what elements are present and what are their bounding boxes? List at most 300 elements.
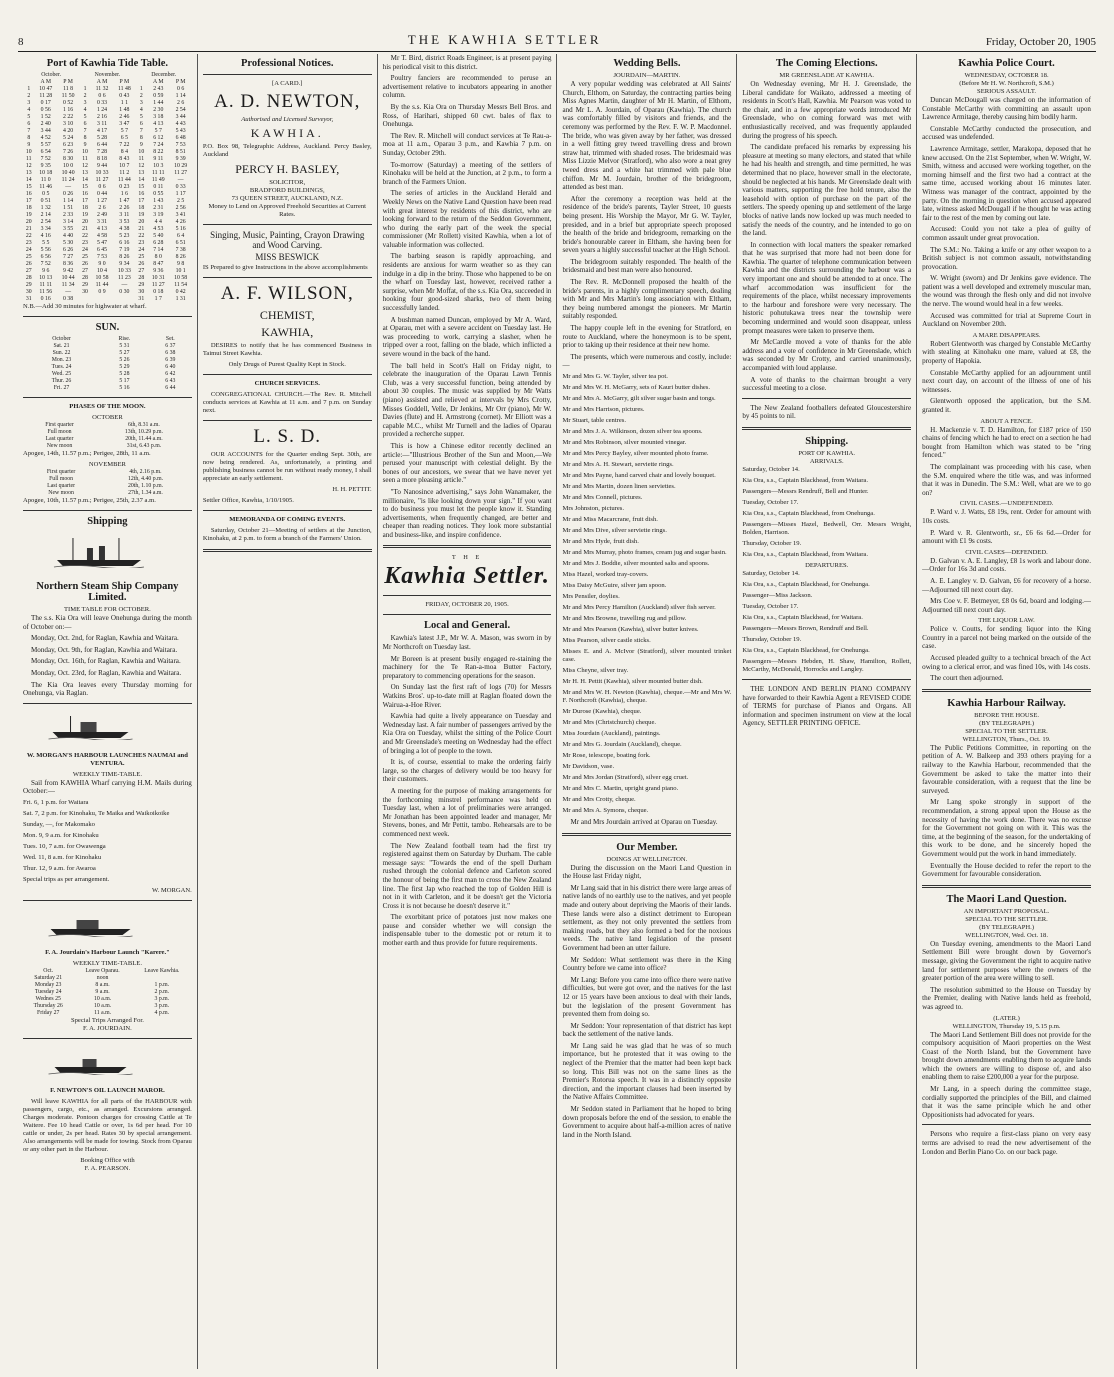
tide-row-cell: 4 38	[119, 226, 130, 232]
tide-row-cell: 13	[82, 170, 88, 176]
morgan-title: W. MORGAN'S HARBOUR LAUNCHES NAUMAI and VENTURA.	[26, 751, 188, 767]
moon-row-cell: 27th, 1.34 a.m.	[128, 490, 163, 496]
newspaper-logo: Kawhia Settler.	[384, 563, 550, 590]
moon-oct-title: OCTOBER	[92, 414, 123, 421]
tide-row-cell: 2 54	[175, 107, 186, 113]
column-1	[18, 54, 198, 1369]
tide-row-cell: 0 23	[119, 184, 130, 190]
tide-row-cell: 27	[82, 268, 88, 274]
tide-row-cell: 10 7	[119, 163, 130, 169]
tide-row-cell: 0 44	[96, 191, 108, 197]
paragraph: Mr T. Bird, district Roads Engineer, is at present paying his periodical visit to this district.	[382, 54, 552, 71]
tide-row-cell: 1 48	[119, 107, 130, 113]
tide-row	[23, 219, 192, 226]
tide-sub: A M	[96, 79, 108, 85]
moon-oct-table	[23, 422, 192, 450]
tide-row-cell: 7 19	[119, 247, 130, 253]
moon-row-cell: 20th, 1.10 p.m.	[127, 483, 164, 489]
jourdain-row-cell: Saturday 21	[34, 974, 63, 981]
tide-row-cell: 24	[25, 247, 32, 253]
morgan-text: Thur. 12, 9 a.m. for Awaroa	[23, 864, 96, 872]
prof-title: Professional Notices.	[240, 58, 334, 69]
subhead: CIVIL CASES.—UNDEFENDED.	[959, 500, 1054, 508]
tide-row-cell: 2 46	[119, 114, 130, 120]
paragraph: The bridegroom suitably responded. The health of the bridesmaid and best man were also honoured.	[562, 257, 732, 275]
tide-row-cell	[113, 296, 135, 303]
tide-row-cell: 3 47	[119, 121, 130, 127]
beswick-text: IS Prepared to give Instructions in the above accomplishments	[202, 264, 368, 271]
tide-title: Port of Kawhia Tide Table.	[46, 58, 169, 69]
tide-row-cell: 21	[138, 226, 145, 232]
paragraph: Mrs Coe v. F. Betmeyer, £8 0s 6d, board and lodging.—Adjourned till next court day.	[922, 597, 1091, 614]
sun-row-cell: 6 42	[165, 371, 176, 377]
tide-row-cell: 9	[83, 142, 87, 148]
tide-row-cell: 11 44	[117, 177, 131, 183]
sun-row-cell: 6 43	[165, 378, 176, 384]
paragraph: Lawrence Armitage, settler, Marakopa, deposed that he knew accused. On the 21st September, when W. Wright, W. Smith, witness and accused were working together, on the morning himself and the first two had a contract at the same time, accused working about 16 minutes later. Witness was manager of the contract, appointed by the party. On the morning in question when accused appeared late, witness asked McDougall if he thought he was acting fair to the rest of the men by coming out late.	[922, 144, 1091, 222]
moon-row	[23, 422, 192, 429]
railway-date: WELLINGTON, Thurs., Oct. 19.	[962, 735, 1051, 743]
jourdain-title: F. A. Jourdain's Harbour Launch "Karere."	[45, 948, 170, 956]
tide-row	[23, 261, 192, 268]
tide-row-cell: 5 30	[63, 240, 74, 246]
jourdain-row-cell: 10 a.m.	[93, 1002, 112, 1009]
column-6	[917, 54, 1096, 1369]
tide-row	[23, 198, 192, 205]
tide-row-cell: 16	[138, 191, 145, 197]
tide-row-cell: 0 51	[40, 198, 51, 204]
tide-row-cell: 14	[25, 177, 32, 183]
moon-row-cell: First quarter	[45, 422, 74, 428]
moon-row-cell: 6th, 8.31 a.m.	[127, 422, 160, 428]
tide-row-cell: 2 26	[119, 205, 130, 211]
tide-row-cell: 11	[138, 156, 145, 162]
tide-row-cell: 11 27	[151, 282, 165, 288]
moon-row-cell: 31st, 6.43 p.m.	[126, 443, 162, 449]
tide-row-cell: 6 12	[153, 135, 164, 141]
basley-addr: 73 QUEEN STREET, AUCKLAND, N.Z.	[231, 195, 343, 202]
tide-row-cell: 0 56	[40, 107, 51, 113]
gift-item: Mr and Mrs Hyde, fruit dish.	[562, 538, 639, 545]
wilson-drugs: Only Drugs of Purest Quality Kept in Stock.	[228, 361, 346, 368]
moon-row-cell: Full moon	[49, 476, 74, 482]
tide-row-cell: 10 58	[95, 275, 109, 281]
tide-row-cell: 7 28	[96, 149, 108, 155]
tide-row-cell: 6 26	[63, 247, 74, 253]
tide-row-cell: 23	[82, 240, 88, 246]
nss-text: Monday, Oct. 2nd, for Raglan, Kawhia and Waitara.	[31, 634, 179, 643]
moon-row	[23, 469, 192, 476]
launch-illustration	[23, 1047, 158, 1075]
tide-row-cell: 3	[27, 100, 31, 106]
gift-item: Mr and Mrs C. Martin, upright grand piano.	[562, 785, 679, 792]
tide-row-cell: 3 18	[153, 114, 164, 120]
sun-row	[23, 371, 192, 378]
tide-row-cell: 5 57	[40, 142, 51, 148]
paragraph: Glentworth opposed the application, but the S.M. granted it.	[922, 397, 1091, 414]
tide-row-cell: 23	[138, 240, 145, 246]
paragraph: Kawhia had quite a lively appearance on Tuesday and Wednesday last. A fair number of passengers arrived by the Kia Ora on Tuesday, whilst the sitting of the Police Court and Mr Greenslade's meeting on Wednesday had the effect of bringing a lot of people to the town.	[382, 712, 552, 755]
gift-item: Mr and Mrs A. H. Stewart, serviette rings.	[562, 461, 674, 468]
tide-row	[23, 156, 192, 163]
paragraph: The New Zealand footballers defeated Gloucestershire by 45 points to nil.	[742, 403, 912, 421]
tide-row-cell: 11 27	[95, 177, 109, 183]
moon-nov-title: NOVEMBER	[88, 461, 126, 468]
sun-row-cell: 5 17	[119, 378, 130, 384]
tide-row-cell: 7 53	[175, 142, 186, 148]
tide-row-cell: 11	[82, 156, 88, 162]
paragraph: Robert Glentworth was charged by Constable McCarthy with stealing at Kinohaku one mare, valued at £8, the property of Hapokia.	[922, 339, 1091, 366]
paragraph: Mr Seddon stated in Parliament that he hoped to bring down proposals before the end of the session, to enable the Government to acquire about half-a-million acres of native land in the North Island.	[562, 1105, 732, 1139]
tide-row-cell: 0 30	[119, 289, 130, 295]
moon-row-cell: Last quarter	[47, 483, 75, 489]
tide-row-cell: 11 28	[39, 93, 53, 99]
sun-head: Set.	[165, 336, 175, 342]
wilson-name: A. F. WILSON,	[220, 283, 354, 304]
maori-spec: SPECIAL TO THE SETTLER.	[965, 915, 1048, 923]
tide-row-cell: 11 48	[117, 86, 131, 92]
gift-item: Mr and Mrs J. Boddie, silver mounted salts and spoons.	[562, 560, 710, 567]
tide-row-cell: 10 58	[174, 275, 188, 281]
paragraph: Mr Lang said he was glad that he was of so much importance, but he protested that it was owing to the neglect of the Premier that the matter had been kept back so long. This Bill was not on the same lines as the Premier's Rotorua speech. It was in a distinctly opposite direction, and the important clauses had been inserted by the Native Affairs Committee.	[562, 1041, 732, 1102]
tide-row-cell: 5 56	[40, 247, 51, 253]
issue-date: Friday, October 20, 1905	[985, 36, 1096, 48]
tide-row-cell: 13	[25, 170, 32, 176]
morgan-sign: W. MORGAN.	[151, 886, 192, 894]
piano-notice: THE LONDON AND BERLIN PIANO COMPANY have forwarded to their Kawhia Agent a REVISED CODE of TERMS for purchase of Pianos and Organs. All information and specimen instrument on view at the local Agency, SETTLER PRINTING OFFICE.	[742, 684, 912, 728]
tide-row-cell: 11 32	[95, 86, 109, 92]
tide-row-cell: 1 17	[175, 191, 186, 197]
tide-row-cell: 1 14	[63, 198, 74, 204]
maori-sub: AN IMPORTANT PROPOSAL.	[963, 907, 1050, 915]
tide-row	[23, 163, 192, 170]
sun-row-cell: Thur. 26	[51, 378, 72, 384]
tide-row-cell: 4 20	[63, 128, 74, 134]
tide-row	[23, 86, 192, 93]
tide-row-cell: 9	[139, 142, 143, 148]
launch-illustration	[23, 712, 158, 740]
tide-row-cell: 10 40	[61, 170, 75, 176]
tide-row-cell: 28	[82, 275, 88, 281]
jourdain-row-cell: Thursday 26	[33, 1002, 63, 1009]
jourdain-sub: WEEKLY TIME-TABLE.	[72, 959, 142, 967]
nss-text: Monday, Oct. 16th, for Raglan, Kawhia and Waitara.	[31, 657, 181, 666]
paragraph: A meeting for the purpose of making arrangements for the forthcoming minstrel performance was held on Tuesday last, when a lot of preliminaries were arranged. Mr Jonathan has been appointed leader and manager, Mr Stevens, bones, and Mr Pettit, tambo. Rehearsals are to be commenced next week.	[382, 786, 552, 838]
tide-row-cell: 3 44	[40, 128, 51, 134]
tide-row-cell: 7 14	[153, 247, 164, 253]
tide-row-cell: 4	[83, 107, 87, 113]
steamship-illustration	[23, 534, 175, 568]
lsd-text: OUR ACCOUNTS for the Quarter ending Sept. 30th, are now being rendered. As, unfortunately, a printing and publishing business cannot be run without ready money, I shall appreciate an early settlement.	[202, 451, 372, 482]
gift-item: Mr and Mrs J. A. Wilkinson, dozen silver tea spoons.	[562, 428, 703, 435]
paragraph: The candidate prefaced his remarks by expressing his pleasure at meeting so many electors, and stated that while he had his health and strength, and time permitted, he was determined that no place, however small in the electorate, should be neglected at his hands. Mr Greenslade dealt with various matters, supporting the free hold tenure, also the leasehold with option of purchase on the part of the settlers. The speedy opening up and settlement of the large blocks of native lands now locked up was much needed to satisfy the needs of the country, and he intended to go on the land.	[742, 143, 912, 238]
tide-row-cell: 0 33	[175, 184, 186, 190]
sun-row-cell: Wed. 25	[51, 371, 72, 377]
moon-row-cell: Last quarter	[45, 436, 74, 442]
gift-item: Mr and Mrs Jordan (Stratford), silver egg cruet.	[562, 774, 689, 781]
column-5	[737, 54, 917, 1369]
tide-row-cell: 5 40	[153, 233, 164, 239]
tide-row	[23, 233, 192, 240]
tide-row-cell: 4 13	[153, 121, 164, 127]
tide-row-cell: 27	[25, 268, 32, 274]
subhead: CIVIL CASES—DEFENDED.	[965, 548, 1048, 556]
gift-item: Mrs Pensiler, doylies.	[562, 593, 620, 600]
tide-row	[23, 128, 192, 135]
gift-item: Mr Rose, telescope, boating fork.	[562, 752, 651, 759]
tide-row-cell: 5 7	[154, 128, 162, 134]
tide-row-cell: 11 49	[151, 177, 165, 183]
tide-row-cell: 9 35	[40, 163, 51, 169]
paragraph: A vote of thanks to the chairman brought a very successful meeting to a close.	[742, 375, 912, 393]
tide-row-cell: 8 30	[63, 156, 74, 162]
sun-row-cell: 5 31	[119, 343, 130, 349]
tide-row-cell: 4 40	[63, 233, 74, 239]
elections-sub: MR GREENSLADE AT KAWHIA.	[779, 72, 875, 79]
tide-row-cell: 20	[138, 219, 145, 225]
tide-row-cell: 6 56	[40, 254, 51, 260]
sun-row	[23, 357, 192, 364]
sun-row-cell: 6 38	[165, 350, 176, 356]
paragraph: Mr Lang said that in his district there were large areas of native lands of no earthly use to the natives, and yet people made and outery about depriving the Maoris of their lands. These lands were also a distinct detriment to European settlement, as they not only prevented the settlers from making roads, but they also formed a bed for the noxious weeds. The native land legislation of the present Government had been an utter failure.	[562, 883, 732, 952]
tide-row-cell: 10	[82, 149, 88, 155]
newton-place: KAWHIA.	[250, 126, 324, 140]
tide-row-cell: 1 24	[96, 107, 108, 113]
tide-row-cell: 4 17	[96, 128, 108, 134]
tide-sub: A M	[40, 79, 51, 85]
column-3	[378, 54, 558, 1369]
tide-row-cell: 7	[139, 128, 143, 134]
morgan-text: Wed. 11, 8 a.m. for Kinohaku	[23, 853, 102, 861]
tide-row-cell: 3	[83, 100, 87, 106]
tide-row-cell: 8 36	[63, 261, 74, 267]
tide-row-cell: 15	[138, 184, 145, 190]
tide-row-cell: 10 33	[117, 268, 131, 274]
paragraph: On Tuesday evening, amendments to the Maori Land Settlement Bill were brought down by Governor's message, giving the Government the right to acquire native land for settlement purposes where the owners of the greater portion of the area were willing to sell.	[922, 939, 1091, 983]
tide-row-cell: 2 5	[177, 198, 185, 204]
railway-tel: (BY TELEGRAPH.)	[979, 719, 1035, 727]
sun-table	[23, 336, 192, 392]
tide-row-cell: 8 26	[119, 254, 130, 260]
tide-row-cell: 1	[27, 86, 31, 92]
paragraph: The series of articles in the Auckland Herald and Weekly News on the Native Land Question have been read with great interest by residents of this district, who are looking forward to the return of the Seddon Government, who during the early part of the week the special commissioner (Mr Rollett) visited Kawhia, when a lot of valuable information was collected.	[382, 189, 552, 249]
tide-row-cell: 17	[25, 198, 32, 204]
tide-row-cell: 5	[139, 114, 143, 120]
paragraph: To-morrow (Saturday) a meeting of the settlers of Kinohaku will be held at the Junction, at 2 p.m., to form a branch of the Farmers Union.	[382, 160, 552, 186]
tide-row-cell: 6 51	[175, 240, 186, 246]
later-title: (LATER.)	[993, 1014, 1020, 1022]
departure-item: Kia Ora, s.s., Captain Blackhead, for Onehunga.	[742, 646, 870, 654]
tide-row-cell: 5 24	[63, 135, 74, 141]
paragraph: The complainant was proceeding with his case, when the S.M. enquired where the title was, and was informed that it was in Dunedin. The S.M.: Well, what are we to go on?	[922, 462, 1091, 497]
sun-title: SUN.	[95, 322, 120, 333]
tide-row-cell: 6 48	[175, 135, 186, 141]
moon-row-cell: 12th, 4.40 p.m.	[127, 476, 164, 482]
shipping-title: Shipping	[87, 516, 128, 527]
gift-item: Mr and Miss Macarcrane, fruit dish.	[562, 516, 658, 523]
paragraph: H. Mackenzie v. T. D. Hamilton, for £187 price of 150 chains of fencing which he had to erect on a section he had bought from Hamilton which was stated to be "ring fenced."	[922, 425, 1091, 460]
tide-row-cell: 5 47	[96, 240, 108, 246]
paragraph: The S.M.: No. Taking a knife or any other weapon to a British subject is not common assault, notwithstanding provocation.	[922, 245, 1091, 271]
later-date: WELLINGTON, Thursday 19, 5.15 p.m.	[952, 1022, 1061, 1030]
tide-row-cell: —	[65, 184, 71, 190]
tide-row-cell: 5 5	[42, 240, 50, 246]
tide-row-cell: 5 23	[119, 233, 130, 239]
paragraph: Constable McCarthy conducted the prosecution, and accused was undefended.	[922, 124, 1091, 142]
tide-row-cell: 1 47	[119, 198, 130, 204]
jourdain-table	[23, 968, 192, 1017]
tide-row-cell: 2	[139, 93, 143, 99]
paragraph: D. Galvan v. A. E. Langley, £8 1s work and labour done.—Order for 16s 3d and costs.	[922, 556, 1091, 574]
moon-row	[23, 429, 192, 436]
paragraph: The resolution submitted to the House on Tuesday by the Premier, dealing with Native lands held as freehold, was agreed to.	[922, 985, 1091, 1011]
newspaper-title: THE KAWHIA SETTLER	[407, 32, 602, 47]
tide-row-cell: 0 6	[98, 93, 106, 99]
sun-row-cell: Tues. 24	[51, 364, 72, 370]
tide-row-cell: 10 31	[151, 275, 165, 281]
arrivals-title: ARRIVALS.	[809, 457, 844, 465]
arrivals-list	[742, 466, 911, 559]
paragraph: "To Nanosince advertising," says John Wanamaker, the millionaire, "is like looking down your sign." If you want to do business you must let the people know it. Standing advertisements, when frequently changed, are better and cheaper than reading notices. They look more substantial and business-like, and inspire confidence.	[382, 487, 552, 539]
paragraph: P. Ward v. J. Watts, £8 19s, rent. Order for amount with 10s costs.	[922, 508, 1091, 525]
police-before: (Before Mr H. W. Northcroft, S.M.)	[959, 80, 1054, 87]
paragraph: W. Wright (sworn) and Dr Jenkins gave evidence. The patient was a well developed and extremely muscular man, the wound was through the flesh only and did not involve the nerve. The wound would heal in a few weeks.	[922, 274, 1091, 309]
issue-date: FRIDAY, OCTOBER 20, 1905.	[425, 601, 509, 609]
tide-row-cell: 2 22	[63, 114, 74, 120]
tide-row-cell: 8 47	[153, 261, 164, 267]
tide-row-cell: 9 11	[153, 156, 164, 162]
gift-item: Miss Daisy McGuire, silver jam spoon.	[562, 582, 667, 589]
jourdain-row-cell: Wednes 25	[35, 995, 61, 1002]
tide-row-cell: 10 13	[39, 275, 53, 281]
newton-foot: F. A. PEARSON.	[84, 1164, 131, 1172]
jourdain-row	[23, 989, 192, 996]
arrival-item: Kia Ora, s.s., Captain Blackhead, from Onehunga.	[742, 509, 875, 517]
tide-row	[23, 296, 192, 303]
moon-row	[23, 436, 192, 443]
tide-row	[23, 93, 192, 100]
nss-text: The Kia Ora leaves every Thursday morning for Onehunga, via Raglan.	[23, 680, 192, 698]
tide-row	[23, 107, 192, 114]
gift-item: Mr and Mrs Murray, photo frames, cream jug and sugar basin.	[562, 549, 727, 556]
tide-row-cell: 5 28	[96, 135, 108, 141]
tide-row-cell: 11	[25, 156, 32, 162]
tide-row-cell: 10 4	[96, 268, 108, 274]
tide-row-cell: 11 34	[61, 282, 75, 288]
tide-row-cell: 8 0	[154, 254, 162, 260]
tide-row-cell: 9 39	[175, 156, 186, 162]
tide-row	[23, 149, 192, 156]
paragraph: During the discussion on the Maori Land Question in the House last Friday night,	[562, 863, 732, 881]
gift-item: Mr and Mrs Payne, hand carved chair and lovely bouquet.	[562, 472, 716, 479]
tide-row-cell	[79, 296, 91, 303]
departure-item: Saturday, October 14.	[742, 569, 800, 577]
paragraph: A. E. Langley v. D. Galvan, £6 for recovery of a horse.—Adjourned till next court day.	[922, 576, 1091, 594]
sun-row-cell: 5 26	[119, 357, 130, 363]
basley-bldg: BRADFORD BUILDINGS,	[249, 187, 325, 194]
tide-row-cell: 22	[138, 233, 145, 239]
tide-row-cell: 21	[82, 226, 88, 232]
gift-item: Mr and Mrs Connell, pictures.	[562, 494, 643, 501]
tide-row-cell: 8	[139, 135, 143, 141]
tide-row-cell: 11 56	[39, 289, 53, 295]
tide-row-cell: 2 54	[40, 219, 51, 225]
paragraph: Duncan McDougall was charged on the information of Constable McCarthy with committing an assault upon Lawrence Armitage, thereby causing him bodily harm.	[922, 96, 1091, 122]
paragraph: The exorbitant price of potatoes just now makes one pause and consider whether we will consign the indispensable tuber to the domestic pot or return it to mother earth and thus provide for future requirements.	[382, 913, 552, 948]
sun-row	[23, 385, 192, 392]
paragraph: The ball held in Scott's Hall on Friday night, to celebrate the inauguration of the Oparau Lawn Tennis Club, was a very successful function, being attended by about 30 couples. The music was supplied by Mr Watts (piano) assisted and relieved at intervals by Mrs Crotty, Misses Goddell, Velle, Dr Jenkins, Mr Orr (piano), Mr W. Davies (flute) and H. Armstrong (cornet). Mr Elliott was a capable M.C., whilst Mr Turnell and the ladies of Oparau provided a recherche supper.	[382, 361, 552, 439]
morgan-text: Special trips as per arrangement.	[23, 875, 110, 883]
tide-row-cell: 2 6	[98, 205, 106, 211]
sun-row	[23, 364, 192, 371]
paragraph: The presents, which were numerous and costly, include:—	[562, 352, 732, 370]
paragraph: Constable McCarthy applied for an adjournment until next court day, on account of the illness of one of his witnesses.	[922, 368, 1091, 394]
jourdain-row-cell: Friday 27	[36, 1009, 60, 1016]
card-label: [A CARD.]	[272, 80, 303, 87]
arrival-item: Passengers—Misses Hazel, Bedwell, Orr. Messrs Wright, Bolden, Harrison.	[742, 520, 912, 536]
sun-row-cell: 5 28	[119, 371, 130, 377]
tide-row-cell: 5 43	[175, 128, 186, 134]
moon-row	[23, 483, 192, 490]
tide-row-cell: 10 33	[95, 170, 109, 176]
gift-item: Mr and Mrs Martin, dozen linen serviettes.	[562, 483, 676, 490]
tide-row-cell: 4 53	[153, 226, 164, 232]
lsd-heading: L. S. D.	[253, 426, 322, 447]
tide-row	[23, 177, 192, 184]
morgan-sub: WEEKLY TIME-TABLE.	[72, 770, 142, 778]
beswick-name: MISS BESWICK	[255, 252, 320, 262]
tide-table	[23, 72, 192, 303]
tide-row-cell: 24	[82, 247, 88, 253]
paragraph: Kawhia's latest J.P., Mr W. A. Mason, was sworn in by Mr Northcroft on Tuesday last.	[382, 634, 552, 652]
tide-row-cell: 9 8	[177, 261, 185, 267]
tide-row-cell: 0 26	[63, 191, 74, 197]
tide-row-cell: 7 38	[175, 247, 186, 253]
tide-row-cell: 6 44	[96, 142, 108, 148]
moon-nov-note: Apogee, 10th, 11.57 p.m.; Perigee, 25th, 2.37 a.m.	[23, 497, 156, 504]
tide-row-cell: 2	[27, 93, 31, 99]
jourdain-row-cell: 8 a.m.	[95, 981, 110, 988]
tide-row-cell: 3 34	[40, 226, 51, 232]
paragraph: Persons who require a first-class piano on very easy terms are advised to read the new advertisement of the London and Berlin Piano Co. on our back page.	[922, 1130, 1091, 1156]
sun-head: Rise.	[118, 336, 131, 342]
tide-row-cell: 24	[138, 247, 145, 253]
tide-sub: P M	[119, 79, 130, 85]
tide-row-cell	[91, 296, 113, 303]
maori-title: The Maori Land Question.	[946, 893, 1067, 905]
tide-row-cell: 21	[25, 226, 32, 232]
paragraph: The Maori Land Settlement Bill does not provide for the compulsory acquisition of Maori properties on the West Coast of the North Island, but the Government have brought down amendments enabling them to acquire lands which the owners are willing to dispose of, and also enabling them to raise £200,000 a year for the purpose.	[922, 1030, 1091, 1082]
paragraph: The happy couple left in the evening for Stratford, en route to Auckland, where the honeymoon is to be spent, prior to taking up their residence at their new home.	[562, 324, 732, 350]
newton-foot: Booking Office with	[80, 1156, 135, 1164]
tide-rows	[23, 86, 192, 303]
tide-row-cell: 11 44	[95, 282, 109, 288]
tide-row	[23, 254, 192, 261]
departure-item: Passengers—Messrs Hebden, H. Shaw, Hamilton, Rollett, McCarthy, McDonald, Horrocks and Langley.	[742, 657, 912, 673]
tide-row-cell: 2 49	[96, 212, 108, 218]
arrival-item: Passengers—Messrs Rendruff, Bell and Hunter.	[742, 487, 869, 495]
tide-row-cell: 7 22	[119, 142, 130, 148]
tide-row	[23, 282, 192, 289]
nss-title: Northern Steam Ship Company Limited.	[36, 581, 179, 603]
jourdain-row	[23, 982, 192, 989]
column-4	[557, 54, 737, 1369]
departure-item: Kia Ora, s.s., Captain Blackhead, for Waitara.	[742, 613, 863, 621]
tide-row-cell: 25	[138, 254, 145, 260]
paragraph: Accused was committed for trial at Supreme Court in Auckland on November 20th.	[922, 311, 1091, 329]
tide-row-cell: 3 14	[63, 219, 74, 225]
subhead: THE LIQUOR LAW.	[978, 617, 1035, 625]
